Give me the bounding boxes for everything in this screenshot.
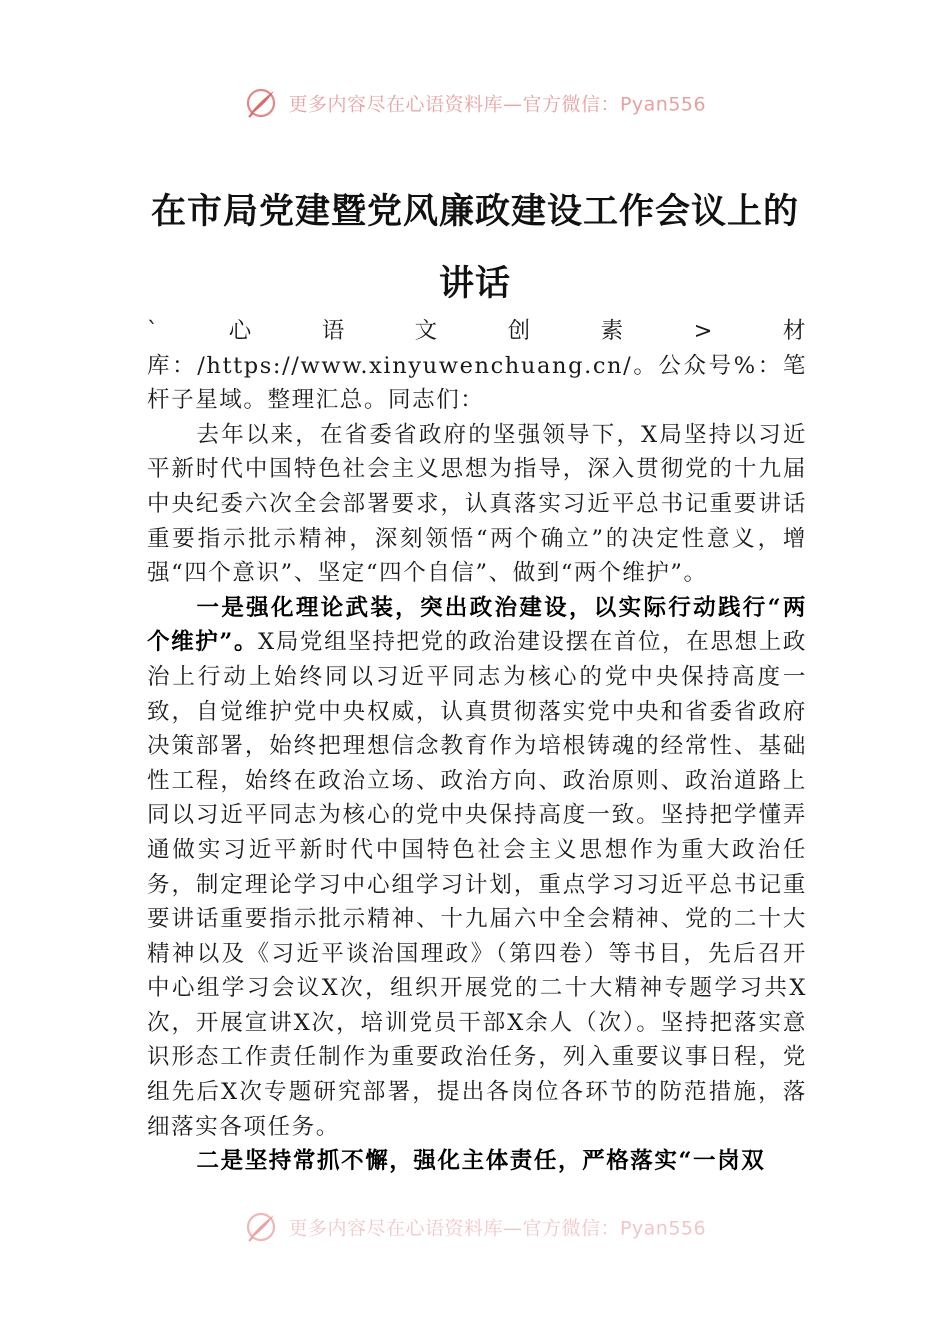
section-1-paragraph xyxy=(147,591,807,1145)
title-line-2: 讲话 xyxy=(438,263,511,304)
page-title xyxy=(140,176,810,320)
watermark-text: 更多内容尽在心语资料库—官方微信：Pyan556 xyxy=(288,93,707,116)
section-1-body: X局党组坚持把党的政治建设摆在首位，在思想上政治上行动上始终同以习近平同志为核心的党中央保持高度一致，自觉维护党中央权威，认真贯彻落实党中央和省委省政府决策部署，始终把理想信念教育作为培根铸魂的经常性、基础性工程，始终在政治立场、政治方向、政治原则、政治道路上同以习近平同志为核心的党中央保持高度一致。坚持把学懂弄通做实习近平新时代中国特色社会主义思想作为重大政治任务，制定理论学习中心组学习计划，重点学习习近平总书记重要讲话重要指示批示精神、十九届六中全会精神、党的二十大精神以及《习近平谈治国理政》（第四卷）等书目，先后召开中心组学习会议X次，组织开展党的二十大精神专题学习共X次，开展宣讲X次，培训党员干部X余人（次）。坚持把落实意识形态工作责任制作为重要政治任务，列入重要议事日程，党组先后X次专题研究部署，提出各岗位各环节的防范措施，落细落实各项任务。 xyxy=(147,629,807,1140)
watermark-text: 更多内容尽在心语资料库—官方微信：Pyan556 xyxy=(288,1217,707,1240)
section-2-heading: 二是坚持常抓不懈，强化主体责任，严格落实“一岗双 xyxy=(196,1148,766,1175)
document-body xyxy=(147,314,807,1179)
quill-pen-logo-icon xyxy=(244,1210,278,1244)
quill-pen-logo-icon xyxy=(244,86,278,120)
title-line-1: 在市局党建暨党风廉政建设工作会议上的 xyxy=(150,191,799,232)
footer-watermark xyxy=(0,1210,950,1244)
section-2-paragraph xyxy=(147,1144,807,1179)
section-1-heading: 一是强化理论武装，突出政治建设，以实际行动践行“两个维护”。 xyxy=(147,594,807,656)
intro-paragraph: `心语文创素>材库：/https://www.xinyuwenchuang.cn/。公众号%：笔杆子星域。整理汇总。同志们： xyxy=(147,318,807,414)
paragraph-1: 去年以来，在省委省政府的坚强领导下，X局坚持以习近平新时代中国特色社会主义思想为指导，深入贯彻党的十九届中央纪委六次全会部署要求，认真落实习近平总书记重要讲话重要指示批示精神，深刻领悟“两个确立”的决定性意义，增强“四个意识”、坚定“四个自信”、做到“两个维护”。 xyxy=(147,421,807,587)
header-watermark xyxy=(0,86,950,120)
